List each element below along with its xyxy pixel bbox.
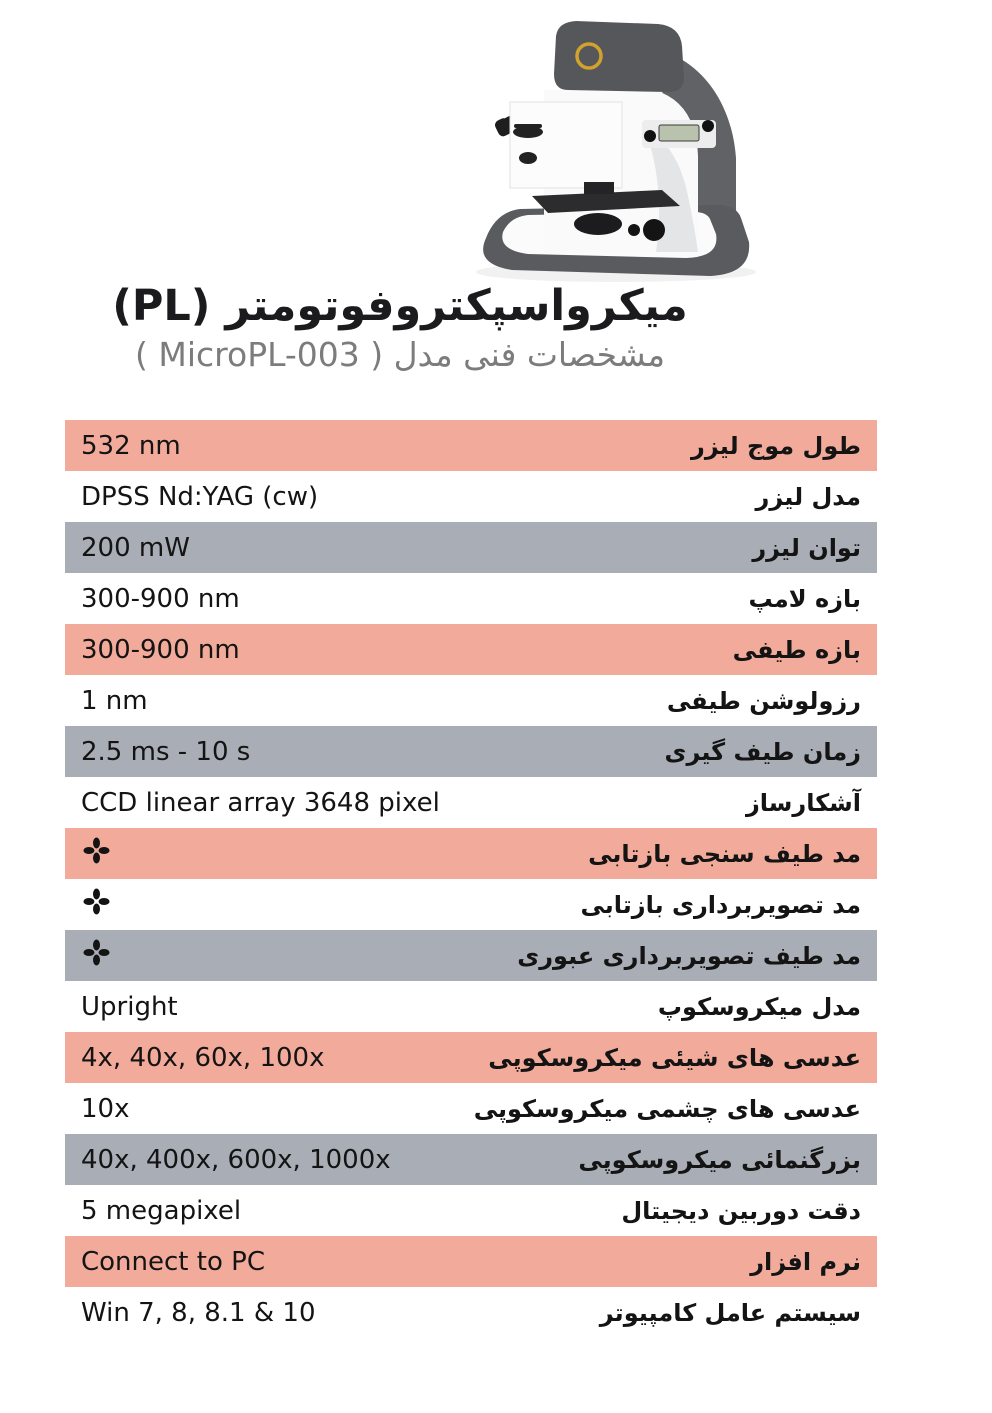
spec-row [65,930,877,981]
spec-row [65,828,877,879]
spec-value: CCD linear array 3648 pixel [81,787,440,818]
spec-row [65,420,877,471]
spec-row [65,675,877,726]
spec-row [65,573,877,624]
spec-label: زمان طیف گیری [664,737,861,766]
spec-value: 2.5 ms - 10 s [81,736,251,767]
spec-label: آشکارساز [745,788,861,817]
microscope-camera-head [554,21,684,92]
spec-value: 40x, 400x, 600x, 1000x [81,1144,391,1175]
spec-row [65,1185,877,1236]
four-petal-asterisk-icon [83,888,110,915]
spec-value: 300-900 nm [81,583,240,614]
spec-value: 300-900 nm [81,634,240,665]
spec-value: 5 megapixel [81,1195,242,1226]
spec-row [65,1236,877,1287]
title-block [40,282,760,374]
spec-row [65,522,877,573]
spec-value: 200 mW [81,532,190,563]
microscope-illustration [448,6,778,286]
four-petal-asterisk-icon [83,837,110,864]
spec-label: دقت دوربین دیجیتال [621,1196,861,1225]
spec-label: مد تصویربرداری بازتابی [580,890,861,919]
spec-row [65,1083,877,1134]
spec-label: نرم افزار [750,1247,861,1276]
spec-value: 4x, 40x, 60x, 100x [81,1042,325,1073]
spec-label: طول موج لیزر [691,431,861,460]
spec-table [65,420,877,1338]
spec-row [65,1032,877,1083]
spec-value: 532 nm [81,430,181,461]
spec-label: مدل لیزر [755,482,861,511]
spec-label: بزرگنمائی میکروسکوپی [578,1145,861,1174]
spec-label: توان لیزر [752,533,861,562]
spec-value: Win 7, 8, 8.1 & 10 [81,1297,316,1328]
spec-row [65,879,877,930]
spec-value: DPSS Nd:YAG (cw) [81,481,319,512]
focus-knob [643,219,665,241]
spec-row [65,726,877,777]
spec-label: سیستم عامل کامپیوتر [599,1298,861,1327]
fine-focus-knob [628,224,640,236]
spec-label: عدسی های شیئی میکروسکوپی [488,1043,861,1072]
spec-label: مد طیف سنجی بازتابی [588,839,861,868]
spec-label: مد طیف تصویربرداری عبوری [517,941,861,970]
spec-row [65,624,877,675]
page-title: میکرواسپکتروفوتومتر (PL) [112,281,688,331]
spec-label: عدسی های چشمی میکروسکوپی [473,1094,861,1123]
spec-label: رزولوشن طیفی [666,686,861,715]
spec-row [65,981,877,1032]
front-control-box [510,102,622,188]
objective-turret [584,182,614,194]
spec-value: Upright [81,991,178,1022]
spec-label: بازه لامپ [748,584,861,613]
spec-value-icon-cell [81,888,110,922]
spec-value: Connect to PC [81,1246,265,1277]
condenser [574,213,622,235]
spec-value: 10x [81,1093,130,1124]
spec-row [65,1287,877,1338]
spec-row [65,471,877,522]
lcd-panel [642,120,716,148]
spec-row [65,1134,877,1185]
spec-label: بازه طیفی [732,635,861,664]
spec-value: 1 nm [81,685,148,716]
spec-label: مدل میکروسکوپ [657,992,861,1021]
spec-value-icon-cell [81,837,110,871]
spec-row [65,777,877,828]
spec-value-icon-cell [81,939,110,973]
four-petal-asterisk-icon [83,939,110,966]
page-subtitle: مشخصات فنی مدل ( MicroPL-003 ) [135,335,665,375]
